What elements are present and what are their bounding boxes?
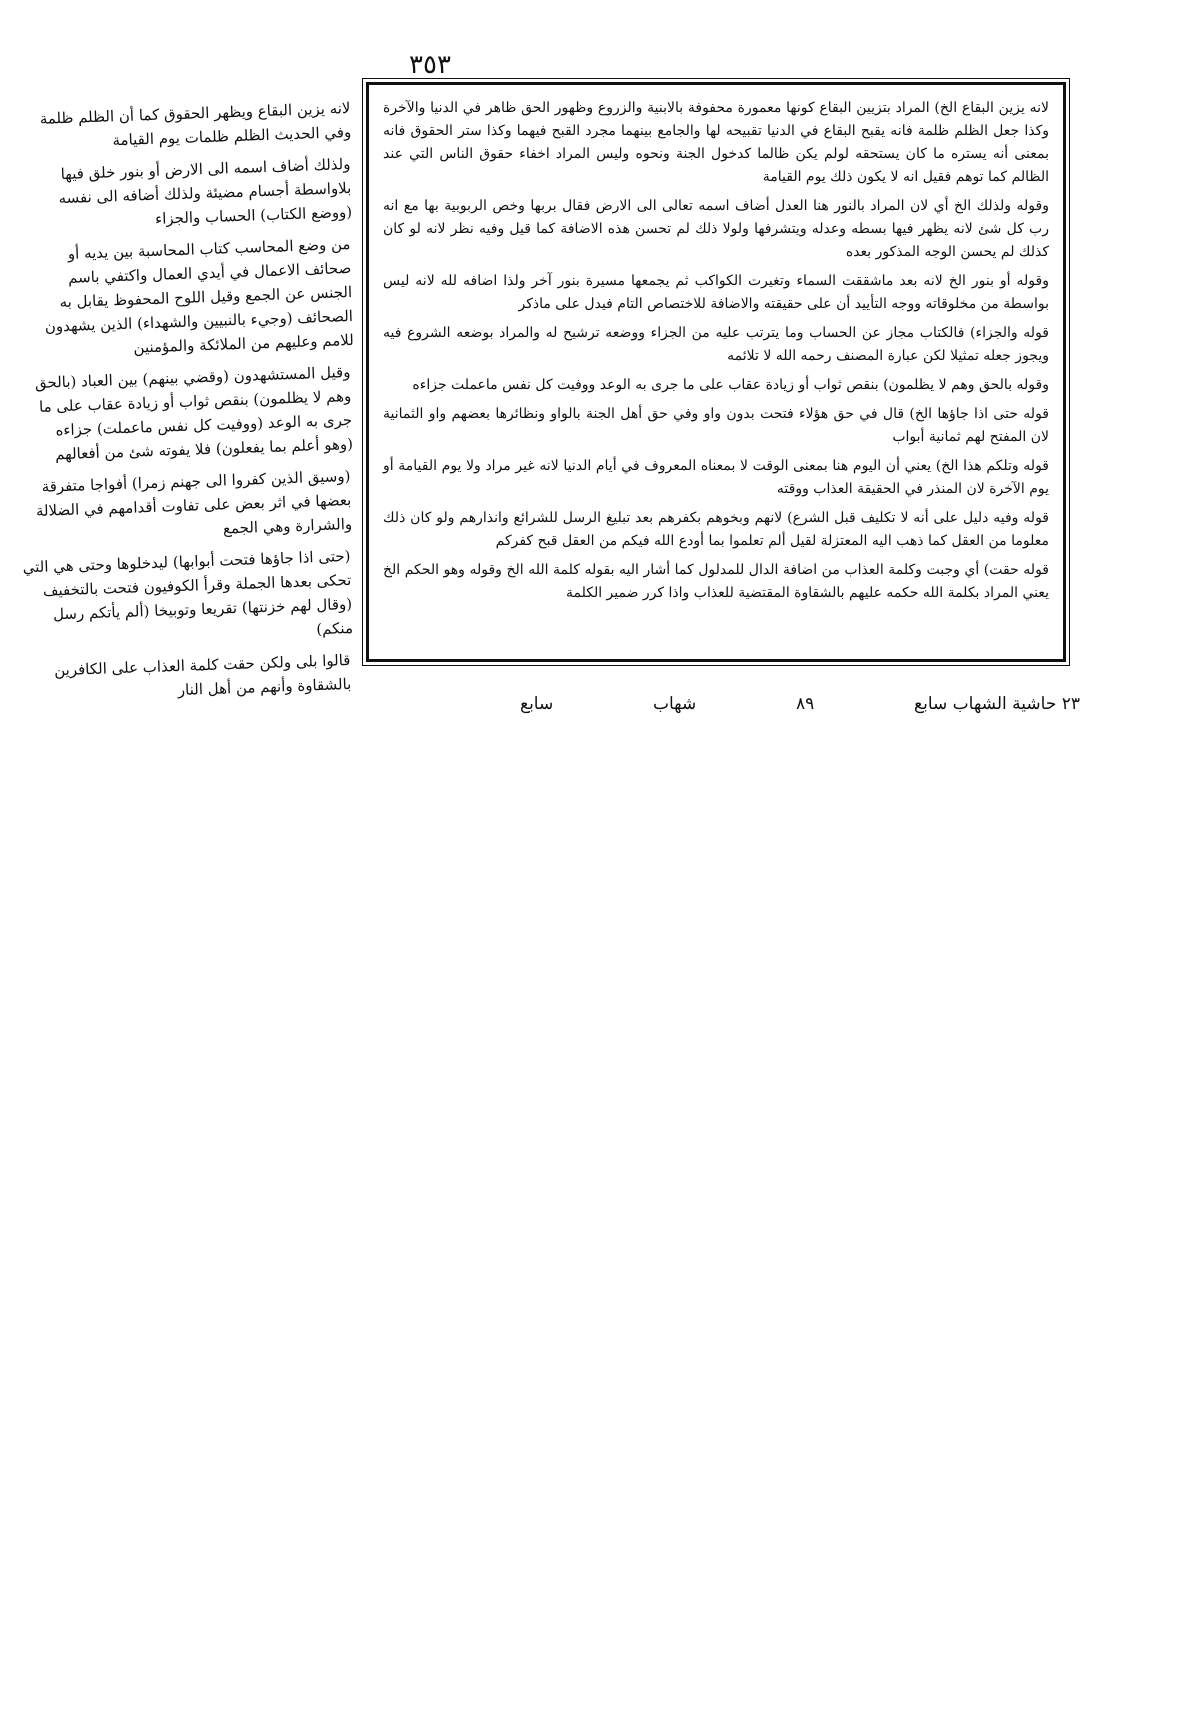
commentary-paragraph: قوله حتى اذا جاؤها الخ) قال في حق هؤلاء فتحت بدون واو وفي حق أهل الجنة بالواو ونظائرها بعضهم واو الثمانية لان المفتح لهم ثمانية أبواب: [383, 406, 1049, 445]
margin-paragraph: من وضع المحاسب كتاب المحاسبة بين يديه أو صحائف الاعمال في أيدي العمال واكتفي باسم الجنس عن الجمع وقيل اللوح المحفوظ يقابل به الصحائف (وجيء بالنبيين والشهداء) الذين يشهدون للامم وعليهم من الملائكة والمؤمنين: [44, 234, 355, 357]
margin-paragraph: قالوا بلى ولكن حقت كلمة العذاب على الكافرين بالشقاوة وأنهم من أهل النار: [53, 650, 352, 700]
page-number: ٣٥٣: [409, 50, 451, 80]
commentary-paragraph: وقوله بالحق وهم لا يظلمون) بنقص ثواب أو زيادة عقاب على ما جرى به الوعد ووفيت كل نفس ماعملت جزاءه: [412, 377, 1049, 393]
commentary-paragraph: وقوله أو بنور الخ لانه بعد ماشققت السماء وتغيرت الكواكب ثم يجمعها مسيرة بنور آخر ولذا اضافه لله لانه ليس بواسطة من مخلوقاته ووجه التأييد أن على حقيقته والاضافة للاختصاص التام فيدل على ماذكر: [383, 273, 1049, 312]
margin-paragraph: لانه يزين البقاع ويظهر الحقوق كما أن الظلم ظلمة وفي الحديث الظلم ظلمات يوم القيامة: [39, 98, 352, 150]
margin-paragraph: ولذلك أضاف اسمه الى الارض أو بنور خلق فيها بلاواسطة أجسام مضيئة ولذلك أضافه الى نفسه (ووضع الكتاب) الحساب والجزاء: [58, 154, 353, 228]
footer-word: سابع: [520, 694, 554, 714]
commentary-paragraph: قوله والجزاء) فالكتاب مجاز عن الحساب وما يترتب عليه من الجزاء ووضعه ترشيح له والمراد بوضعه الشروع فيه ويجوز جعله تمثيلا لكن عبارة المصنف رحمه الله لا تلائمه: [383, 325, 1049, 364]
footer-signature: ٢٣ حاشية الشهاب سابع: [914, 694, 1080, 714]
margin-paragraph: (حتى اذا جاؤها فتحت أبوابها) ليدخلوها وحتى هي التي تحكى بعدها الجملة وقرأ الكوفيون فتحت بالتخفيف (وقال لهم خزنتها) تقريعا وتوبيخا (ألم يأتكم رسل منكم): [22, 546, 354, 639]
commentary-paragraph: لانه يزين البقاع الخ) المراد بتزيين البقاع كونها معمورة محفوفة بالابنية والزروع وظهور الحق ظاهر في الدنيا والآخرة وكذا جعل الظلم ظلمة فانه يقبح البقاع في الدنيا تقبيحه لها والجامع بينهما مجرد القبح فيهما وكذا ستر الحقوق فانه بمعنى أنه يستره ما كان يستحقه لولم يكن ظالما كدخول الجنة ونحوه وليس المراد اخفاء حقوق الناس التي عند الظالم كما توهم فقيل انه لا يكون ذلك يوم القيامة: [383, 100, 1049, 185]
margin-text-column: [20, 96, 355, 700]
page-footer: [520, 694, 1080, 714]
commentary-paragraph: قوله وفيه دليل على أنه لا تكليف قبل الشرع) لانهم وبخوهم بكفرهم بعد تبليغ الرسل للشرائع وانذارهم ولو كان ذلك معلوما من العقل كما ذهب اليه المعتزلة لقيل ألم تعلموا بما أودع الله فيكم من العقل قبح كفركم: [383, 510, 1049, 549]
commentary-paragraph: قوله حقت) أي وجبت وكلمة العذاب من اضافة الدال للمدلول كما أشار اليه بقوله كلمة الله الخ وقوله وهو الحكم الخ يعني المراد بكلمة الله حكمه عليهم بالشقاوة المقتضية للعذاب واذا كرر ضمير الكلمة: [383, 562, 1049, 601]
footer-folio: ٨٩: [796, 694, 815, 714]
footer-word: شهاب: [652, 694, 697, 714]
margin-paragraph: وقيل المستشهدون (وقضي بينهم) بين العباد (بالحق وهم لا يظلمون) بنقص ثواب أو زيادة عقاب على ما جرى به الوعد (ووفيت كل نفس ماعملت) جزاءه (وهو أعلم بما يفعلون) فلا يفوته شئ من أفعالهم: [34, 362, 354, 464]
commentary-paragraph: وقوله ولذلك الخ أي لان المراد بالنور هنا العدل أضاف اسمه تعالى الى الارض فقال بربها وخص الربوبية بها مع انه رب كل شئ لانه يظهر فيها بسطه وعدله ويتشرفها ولولا ذلك لم تحسن هذه الاضافة كما قيل وفيه نظر لانه لو كان كذلك لم يحسن الوجه المذكور بعده: [383, 198, 1049, 260]
commentary-paragraph: قوله وتلكم هذا الخ) يعني أن اليوم هنا بمعنى الوقت لا بمعناه المعروف في أيام الدنيا لانه غير مراد ولا يوم القيامة أو يوم الآخرة لان المنذر في الحقيقة العذاب ووقته: [383, 458, 1049, 497]
margin-paragraph: (وسيق الذين كفروا الى جهنم زمرا) أفواجا متفرقة بعضها في اثر بعض على تفاوت أقدامهم في الضلالة والشرارة وهي الجمع: [35, 466, 353, 538]
commentary-frame: [366, 82, 1066, 662]
